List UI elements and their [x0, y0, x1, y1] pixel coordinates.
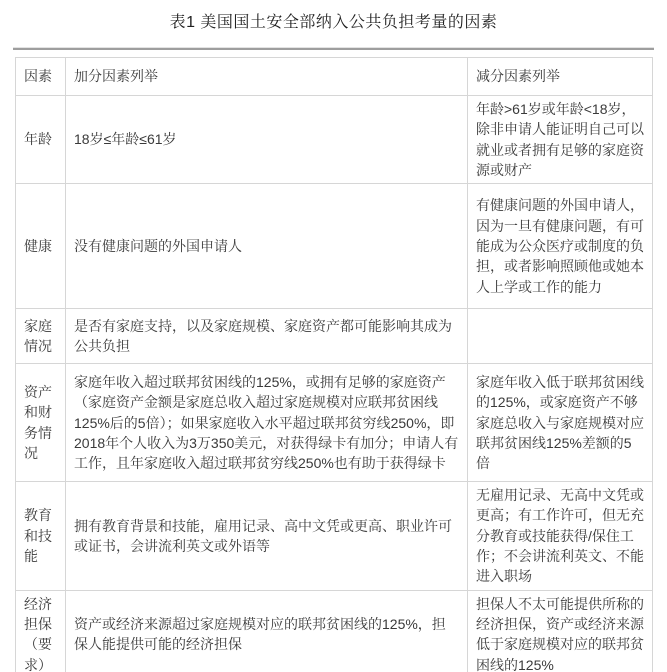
- factor-cell: 经济担保（要求）: [16, 590, 66, 672]
- factor-cell: 资产和财务情况: [16, 364, 66, 482]
- table-row: [16, 184, 653, 309]
- negative-cell: [468, 309, 653, 364]
- factor-cell: 健康: [16, 184, 66, 309]
- factor-cell: 年龄: [16, 96, 66, 184]
- factor-cell: 家庭情况: [16, 309, 66, 364]
- table-row: [16, 364, 653, 482]
- positive-cell: 18岁≤年龄≤61岁: [66, 96, 468, 184]
- table-row: [16, 482, 653, 590]
- negative-cell: 家庭年收入低于联邦贫困线的125%，或家庭资产不够家庭总收入与家庭规模对应联邦贫困线125%差额的5倍: [468, 364, 653, 482]
- negative-cell: 有健康问题的外国申请人，因为一旦有健康问题，有可能成为公众医疗或制度的负担，或者影响照顾他或她本人上学或工作的能力: [468, 184, 653, 309]
- table-caption: 表1 美国国土安全部纳入公共负担考量的因素: [169, 14, 498, 31]
- table-row: [16, 590, 653, 672]
- header-positive-factors: 加分因素列举: [66, 58, 468, 96]
- positive-cell: 是否有家庭支持，以及家庭规模、家庭资产都可能影响其成为公共负担: [66, 309, 468, 364]
- table-row: [16, 96, 653, 184]
- positive-cell: 没有健康问题的外国申请人: [66, 184, 468, 309]
- negative-cell: 担保人不太可能提供所称的经济担保，资产或经济来源低于家庭规模对应的联邦贫困线的125%: [468, 590, 653, 672]
- positive-cell: 拥有教育背景和技能，雇用记录、高中文凭或更高、职业许可或证书，会讲流利英文或外语等: [66, 482, 468, 590]
- top-rule-divider: [13, 47, 654, 50]
- public-charge-factors-table: [15, 57, 653, 672]
- table-row: [16, 309, 653, 364]
- table-header-row: [16, 58, 653, 96]
- header-factor: 因素: [16, 58, 66, 96]
- negative-cell: 无雇用记录、无高中文凭或更高；有工作许可，但无充分教育或技能获得/保住工作；不会讲流利英文、不能进入职场: [468, 482, 653, 590]
- positive-cell: 家庭年收入超过联邦贫困线的125%，或拥有足够的家庭资产（家庭资产金额是家庭总收入超过家庭规模对应联邦贫困线125%后的5倍）；如果家庭收入水平超过联邦贫穷线250%，即2018年个人收入为3万350美元，对获得绿卡有加分；申请人有工作，且年家庭收入超过联邦贫穷线250%也有助于获得绿卡: [66, 364, 468, 482]
- negative-cell: 年龄>61岁或年龄<18岁，除非申请人能证明自己可以就业或者拥有足够的家庭资源或财产: [468, 96, 653, 184]
- positive-cell: 资产或经济来源超过家庭规模对应的联邦贫困线的125%，担保人能提供可能的经济担保: [66, 590, 468, 672]
- header-negative-factors: 减分因素列举: [468, 58, 653, 96]
- factor-cell: 教育和技能: [16, 482, 66, 590]
